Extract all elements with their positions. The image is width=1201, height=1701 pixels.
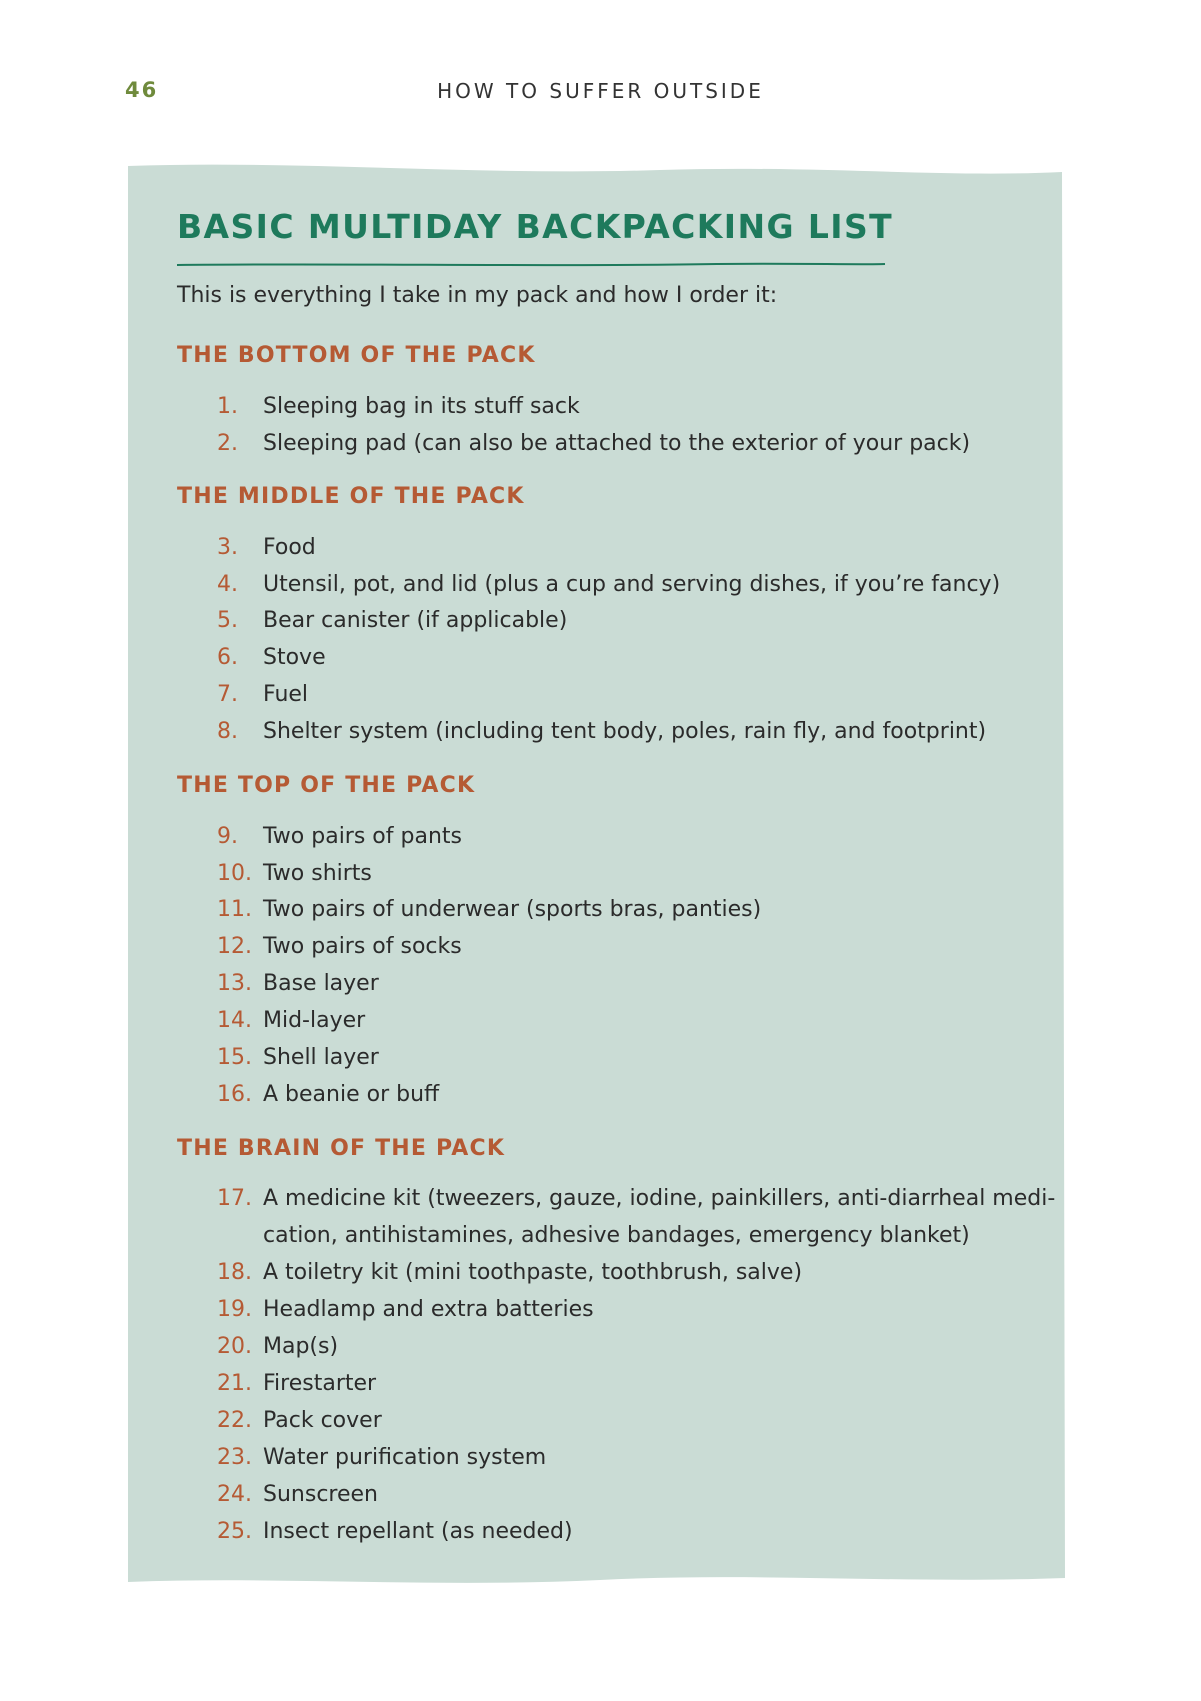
list-item — [217, 891, 1017, 928]
running-head: HOW TO SUFFER OUTSIDE — [437, 79, 764, 103]
item-text: Utensil, pot, and lid (plus a cup and serving dishes, if you’re fancy) — [263, 572, 1001, 597]
item-text: Shell layer — [263, 1045, 379, 1070]
section-heading-top: THE TOP OF THE PACK — [177, 773, 476, 798]
list-item — [217, 1039, 1017, 1076]
item-number: 12. — [217, 934, 252, 959]
section-heading-bottom: THE BOTTOM OF THE PACK — [177, 343, 536, 368]
list-item — [217, 1076, 1017, 1113]
section-heading-middle: THE MIDDLE OF THE PACK — [177, 484, 525, 509]
item-number: 9. — [217, 824, 238, 849]
list-item — [217, 1328, 1017, 1365]
item-number: 8. — [217, 719, 238, 744]
list-item — [217, 529, 1017, 566]
item-number: 17. — [217, 1186, 252, 1211]
item-text: Sunscreen — [263, 1482, 378, 1507]
item-text: Two shirts — [263, 861, 372, 886]
item-text: Two pairs of pants — [263, 824, 462, 849]
list-item — [217, 1365, 1017, 1402]
page-number: 46 — [125, 78, 159, 102]
intro-text: This is everything I take in my pack and how I order it: — [177, 283, 778, 308]
list-item — [217, 1513, 1017, 1550]
list-item — [217, 1180, 1056, 1254]
item-number: 2. — [217, 431, 238, 456]
item-number: 19. — [217, 1297, 252, 1322]
list-item — [217, 713, 1017, 750]
item-text: Stove — [263, 645, 326, 670]
list-item — [217, 566, 1017, 603]
list-item — [217, 425, 1017, 462]
item-number: 3. — [217, 535, 238, 560]
item-number: 22. — [217, 1408, 252, 1433]
item-text: A toiletry kit (mini toothpaste, toothbrush, salve) — [263, 1260, 803, 1285]
list-item — [217, 1254, 1017, 1291]
item-text: Food — [263, 535, 316, 560]
item-number: 15. — [217, 1045, 252, 1070]
item-number: 14. — [217, 1008, 252, 1033]
item-text: Shelter system (including tent body, poles, rain fly, and footprint) — [263, 719, 987, 744]
list-item — [217, 602, 1017, 639]
item-number: 23. — [217, 1445, 252, 1470]
item-number: 18. — [217, 1260, 252, 1285]
list-item — [217, 1476, 1017, 1513]
box-title: BASIC MULTIDAY BACKPACKING LIST — [177, 207, 894, 246]
item-number: 6. — [217, 645, 238, 670]
item-number: 16. — [217, 1082, 252, 1107]
item-text: Pack cover — [263, 1408, 382, 1433]
item-number: 24. — [217, 1482, 252, 1507]
item-text: Firestarter — [263, 1371, 377, 1396]
item-number: 11. — [217, 897, 252, 922]
list-item — [217, 928, 1017, 965]
list-item — [217, 1002, 1017, 1039]
item-text: A medicine kit (tweezers, gauze, iodine, painkillers, anti-diarrheal medi- — [263, 1186, 1056, 1211]
item-text: Map(s) — [263, 1334, 339, 1359]
list-item — [217, 855, 1017, 892]
section-heading-brain: THE BRAIN OF THE PACK — [177, 1136, 506, 1161]
item-text: Bear canister (if applicable) — [263, 608, 568, 633]
item-number: 1. — [217, 394, 238, 419]
item-text-continued: cation, antihistamines, adhesive bandages, emergency blanket) — [263, 1223, 970, 1248]
list-item — [217, 639, 1017, 676]
item-number: 13. — [217, 971, 252, 996]
item-text: Mid-layer — [263, 1008, 366, 1033]
list-item — [217, 818, 1017, 855]
list-item — [217, 965, 1017, 1002]
item-number: 4. — [217, 572, 238, 597]
list-item — [217, 1402, 1017, 1439]
item-number: 25. — [217, 1519, 252, 1544]
list-item — [217, 388, 1017, 425]
item-number: 5. — [217, 608, 238, 633]
item-number: 20. — [217, 1334, 252, 1359]
item-text: Fuel — [263, 682, 309, 707]
item-text: A beanie or buff — [263, 1082, 440, 1107]
item-number: 10. — [217, 861, 252, 886]
item-text: Two pairs of underwear (sports bras, panties) — [263, 897, 762, 922]
item-number: 21. — [217, 1371, 252, 1396]
item-text: Two pairs of socks — [263, 934, 462, 959]
item-text: Headlamp and extra batteries — [263, 1297, 594, 1322]
item-text: Sleeping pad (can also be attached to the exterior of your pack) — [263, 431, 971, 456]
item-text: Water purification system — [263, 1445, 547, 1470]
item-text: Sleeping bag in its stuff sack — [263, 394, 580, 419]
item-text: Insect repellant (as needed) — [263, 1519, 573, 1544]
list-item — [217, 676, 1017, 713]
list-item — [217, 1439, 1017, 1476]
list-item — [217, 1291, 1017, 1328]
item-number: 7. — [217, 682, 238, 707]
item-text: Base layer — [263, 971, 379, 996]
title-underline — [177, 262, 887, 268]
